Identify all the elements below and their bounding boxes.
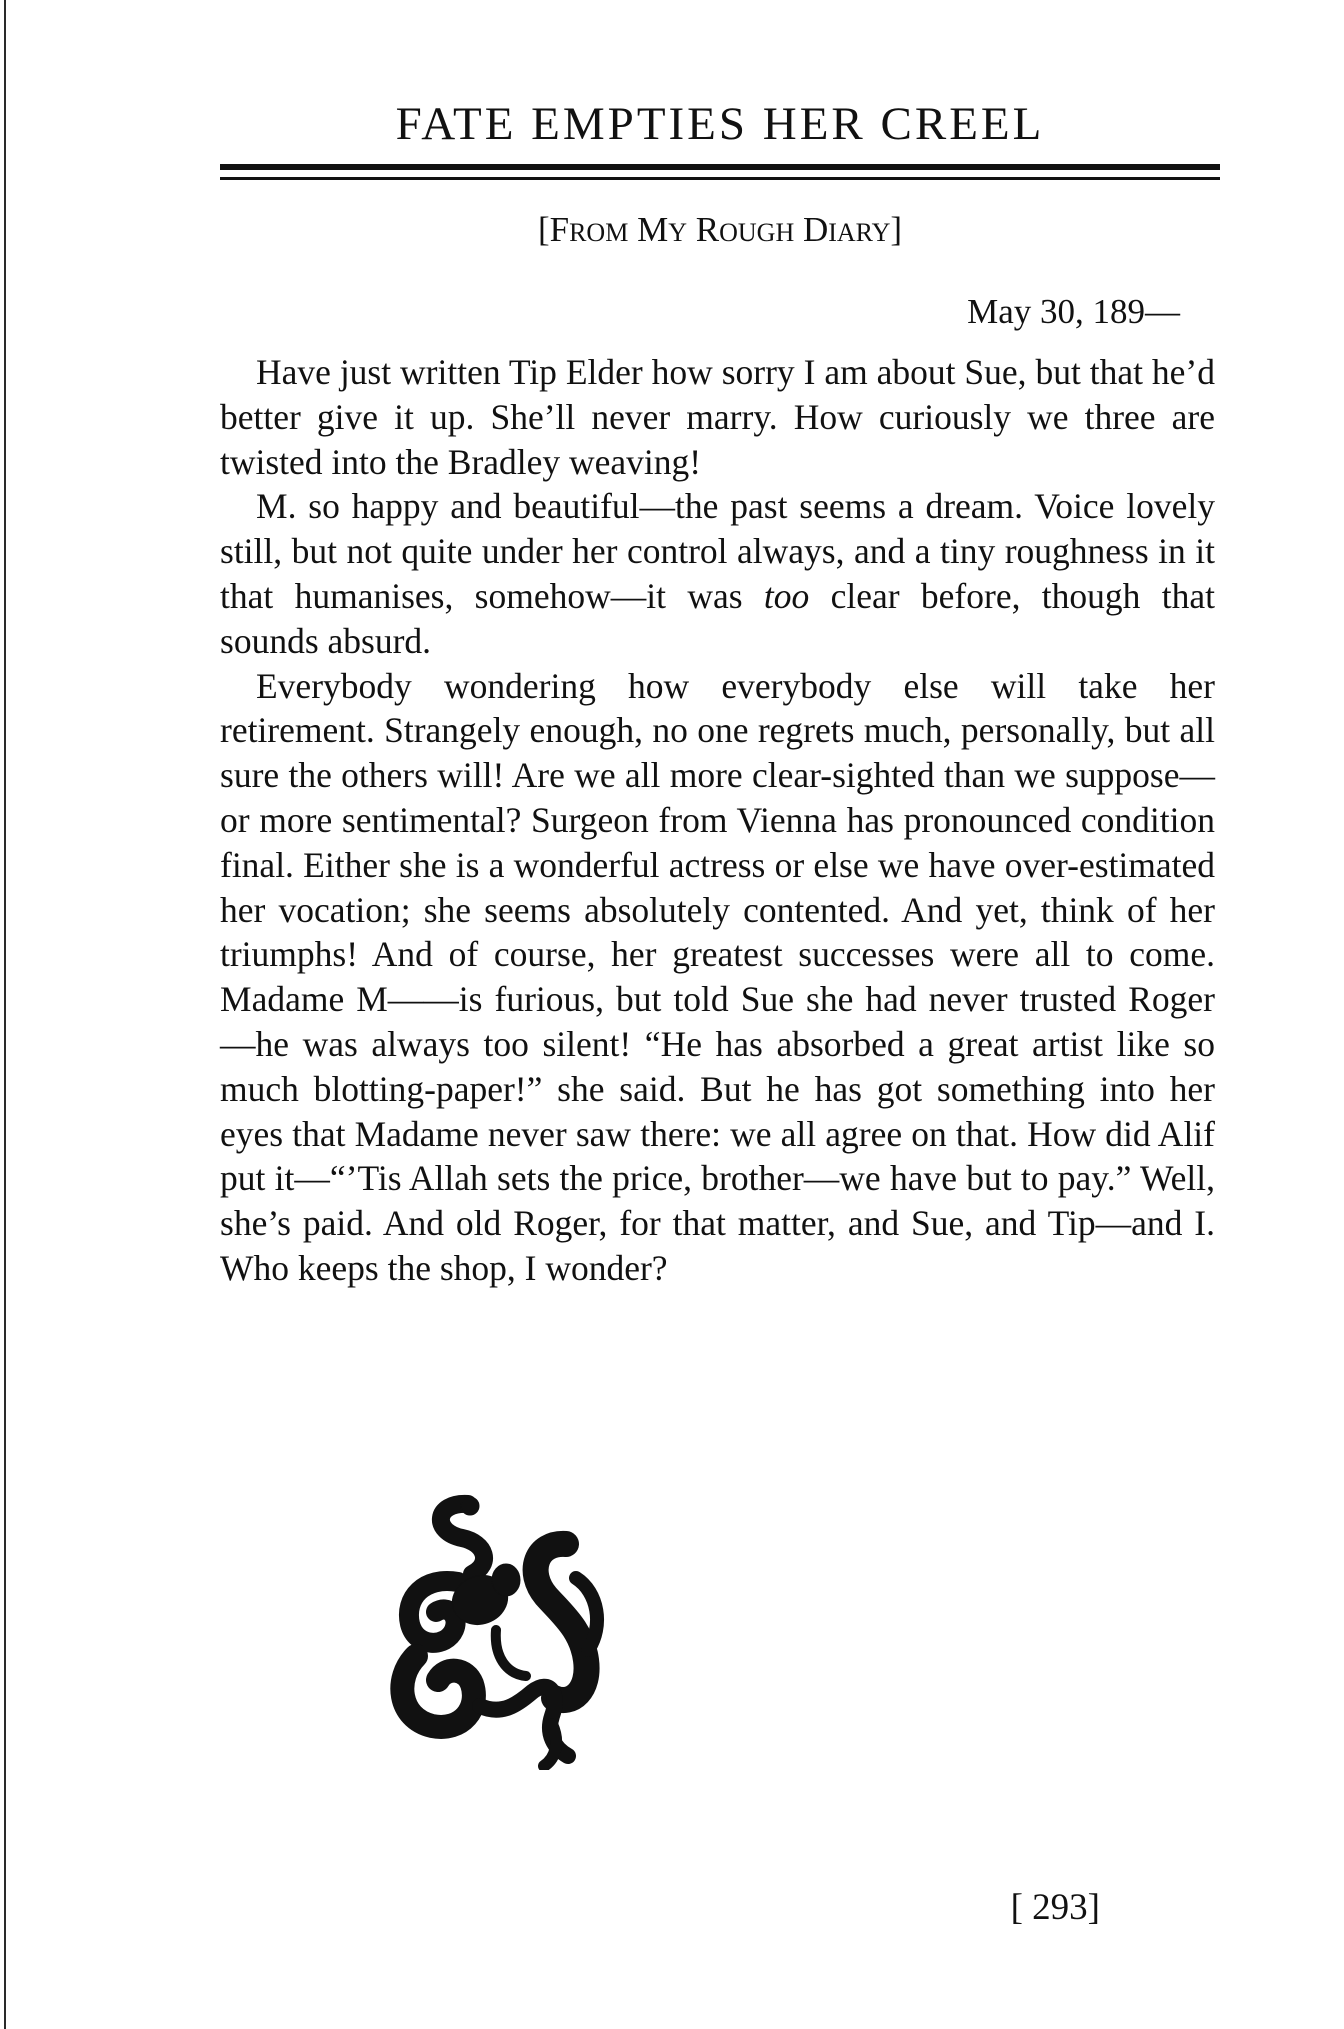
subtitle-word-3-cap: R bbox=[695, 210, 720, 249]
subtitle-word-1-cap: F bbox=[549, 210, 570, 249]
entry-date: May 30, 189— bbox=[967, 292, 1180, 331]
subtitle-bracket-open: [ bbox=[537, 210, 550, 249]
page-edge-rule bbox=[4, 0, 6, 2029]
subtitle-word-3-rest: OUGH bbox=[719, 218, 795, 247]
title-rule-thin bbox=[220, 177, 1220, 180]
paragraph-2-italic: too bbox=[763, 575, 810, 616]
subtitle-word-4-cap: D bbox=[802, 210, 829, 249]
title-rule-thick bbox=[220, 164, 1220, 170]
paragraph-1: Have just written Tip Elder how sorry I am about Sue, but that he’d better give it up. She’ll never marry. How curiously we three are twisted into the Bradley weaving! bbox=[220, 352, 1215, 482]
floral-ornament-icon bbox=[376, 1480, 646, 1770]
subtitle-word-1-rest: ROM bbox=[569, 218, 629, 247]
diary-body bbox=[220, 350, 1215, 1291]
subtitle-bracket-close: ] bbox=[890, 210, 903, 249]
chapter-title: FATE EMPTIES HER CREEL bbox=[395, 98, 1045, 150]
paragraph-2-text-a: M. so happy and beautiful—the past seems a dream. Voice lovely still, but not quite under her control always, and a tiny roughness in it that humanises, somehow—it was bbox=[220, 486, 1215, 616]
paragraph-2 bbox=[220, 484, 1215, 663]
subtitle-word-4-rest: IARY bbox=[828, 218, 891, 247]
paragraph-2-text-b: clear before, though that sounds absurd. bbox=[220, 575, 1215, 661]
page-number: [ 293] bbox=[1010, 1887, 1100, 1928]
subtitle-word-2-cap: M bbox=[637, 210, 669, 249]
diary-subtitle bbox=[220, 208, 1220, 255]
subtitle-word-2-rest: Y bbox=[668, 218, 687, 247]
paragraph-3: Everybody wondering how everybody else will take her retirement. Strangely enough, no one regrets much, personally, but all sure the others will! Are we all more clear-sighted than we suppose—or more sentimental? Surgeon from Vienna has pronounced condition final. Either she is a wonderful actress or else we have over-estimated her vocation; she seems absolutely contented. And yet, think of her triumphs! And of course, her greatest successes were all to come. Madame M——is furious, but told Sue she had never trusted Roger—he was always too silent! “He has absorbed a great artist like so much blotting-paper!” she said. But he has got something into her eyes that Madame never saw there: we all agree on that. How did Alif put it—“’Tis Allah sets the price, brother—we have but to pay.” Well, she’s paid. And old Roger, for that matter, and Sue, and Tip—and I. Who keeps the shop, I wonder? bbox=[220, 665, 1215, 1288]
